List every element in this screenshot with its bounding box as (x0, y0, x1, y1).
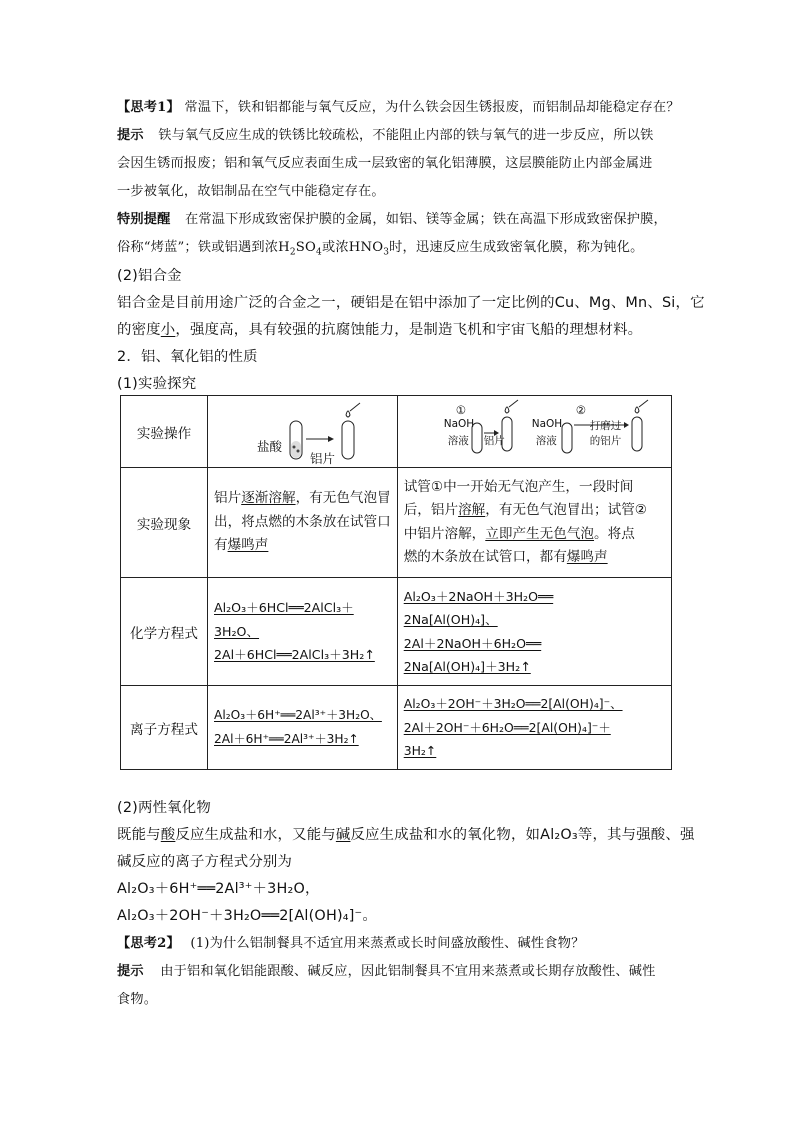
amph-line-2: 碱反应的离子方程式分别为 (117, 854, 293, 870)
table-row-phenomenon (121, 468, 672, 578)
ion-right-1: 2Al＋2OH⁻＋6H₂O══2[Al(OH)₄]⁻＋ (403, 719, 611, 735)
think1-question: 常温下，铁和铝都能与氧气反应，为什么铁会因生锈报废，而铝制品却能稳定存在？ (184, 100, 680, 115)
think1-answer-line-1 (117, 124, 654, 143)
tip-label: 特别提醒 (117, 212, 171, 227)
table-row-chemical-equation (121, 578, 672, 686)
phen-right-underline-2: 溶解 (458, 502, 486, 518)
amph-equation-2: Al₂O₃＋2OH⁻＋3H₂O══2[Al(OH)₄]⁻。 (117, 908, 377, 924)
operation-right-cell (397, 396, 671, 468)
alloy-line-1: 铝合金是目前用途广泛的合金之一，硬铝是在铝中添加了一定比例的Cu、Mg、Mn、Si，它 (117, 295, 705, 311)
think2-answer-label: 提示 (117, 964, 144, 979)
ion-left-1: 2Al＋6H⁺══2Al³⁺＋3H₂↑ (214, 731, 359, 746)
phen-left-underline-5: 爆鸣声 (227, 537, 269, 554)
phen-right-underline-8: 爆鸣声 (566, 549, 608, 565)
experiment-table (120, 395, 672, 770)
ion-right-2: 3H₂↑ (403, 743, 437, 759)
tip-line-1 (117, 208, 667, 227)
amph-base-underlined: 碱 (335, 827, 351, 843)
amph-text-1b: 反应生成盐和水，又能与 (175, 827, 336, 843)
operation-left-cell (208, 396, 398, 468)
alloy-density-underlined: 小 (160, 322, 176, 338)
row-header-operation: 实验操作 (121, 396, 208, 468)
think2-answer-line-2: 食物。 (117, 992, 158, 1007)
tip-text-2b: SO (295, 240, 317, 255)
phen-left-text-2: ，有无色气泡冒 (295, 490, 391, 507)
chem-left-1: 3H₂O、 (214, 623, 260, 639)
alloy-text-2a: 的密度 (117, 322, 161, 338)
amph-acid-underlined: 酸 (160, 827, 176, 843)
tip-text-2a: 俗称“烤蓝”；铁或铝遇到浓H (117, 240, 290, 255)
phen-left-underline-1: 逐渐溶解 (241, 490, 296, 507)
chem-left-2: 2Al＋6HCl══2AlCl₃＋3H₂↑ (214, 647, 375, 663)
amph-equation-1: Al₂O₃＋6H⁺══2Al³⁺＋3H₂O， (117, 881, 320, 897)
think1-title: 【思考1】 (117, 100, 180, 115)
section2-heading: 2．铝、氧化铝的性质 (117, 349, 258, 365)
apparatus-hcl (214, 397, 391, 467)
label-solution-2: 溶液 (535, 434, 557, 447)
phenomenon-right-cell (397, 468, 671, 578)
label-circle-2: ② (575, 402, 587, 417)
chem-right-0: Al₂O₃＋2NaOH＋3H₂O══ (403, 588, 554, 604)
amph-text-1a: 既能与 (117, 827, 161, 843)
row-header-chemical-equation: 化学方程式 (121, 578, 208, 686)
label-naoh-1: NaOH (443, 417, 475, 430)
tip-text-1: 在常温下形成致密保护膜的金属，如铝、镁等金属；铁在高温下形成致密保护膜， (184, 212, 667, 227)
think1-question-line (117, 96, 680, 115)
apparatus-naoh (404, 397, 665, 467)
think1-answer-line-2: 会因生锈而报废；铝和氧气反应表面生成一层致密的氧化铝薄膜，这层膜能防止内部金属进 (117, 156, 653, 171)
phen-left-text-0: 铝片 (214, 490, 242, 507)
phenomenon-left-cell (208, 468, 398, 578)
row-header-phenomenon: 实验现象 (121, 468, 208, 578)
alloy-heading: (2)铝合金 (117, 268, 182, 284)
tip-line-2: 俗称“烤蓝”；铁或铝遇到浓$H_2SO_4$或浓$HNO_3$时，迅速反应生成致密氧化膜，称为钝化。 (117, 240, 644, 258)
think2-title: 【思考2】 (117, 936, 180, 951)
think1-answer-line-3: 一步被氧化，故铝制品在空气中能稳定存在。 (117, 184, 385, 199)
chem-right-cell (397, 578, 671, 686)
label-hcl: 盐酸 (257, 438, 283, 454)
chem-right-2: 2Al＋2NaOH＋6H₂O══ (403, 635, 542, 651)
test-tube-pair-diagram-icon (464, 399, 664, 465)
amph-heading: (2)两性氧化物 (117, 800, 211, 816)
tip-text-2c: 或浓HNO (321, 240, 384, 255)
label-naoh-2: NaOH (531, 417, 563, 430)
phen-right-text-0: 试管①中一开始无气泡产生，一段时间 (403, 478, 634, 495)
table-row-operation (121, 396, 672, 468)
label-polished: 打磨过 (589, 419, 622, 432)
ion-right-0: Al₂O₃＋2OH⁻＋3H₂O══2[Al(OH)₄]⁻、 (403, 696, 623, 712)
phen-left-text-3: 出，将点燃的木条放在试管口 (214, 513, 391, 530)
think1-answer-label: 提示 (117, 128, 144, 143)
think2-answer-line-1 (117, 960, 656, 979)
alloy-line-2 (117, 318, 642, 339)
ion-left-cell (208, 686, 398, 770)
chem-right-1: 2Na[Al(OH)₄]、 (403, 612, 498, 627)
think1-answer-1: 铁与氧气反应生成的铁锈比较疏松，不能阻止内部的铁与氧气的进一步反应，所以铁 (158, 128, 654, 143)
test-tube-diagram-icon (284, 401, 364, 467)
chem-right-3: 2Na[Al(OH)₄]＋3H₂↑ (403, 659, 531, 674)
phen-right-text-7: 燃的木条放在试管口，都有 (403, 549, 567, 565)
phen-right-text-3: ，有无色气泡冒出；试管② (485, 502, 647, 518)
phen-left-text-4: 有 (214, 537, 228, 554)
row-header-ionic-equation: 离子方程式 (121, 686, 208, 770)
label-solution-1: 溶液 (447, 434, 469, 447)
ion-left-0: Al₂O₃＋6H⁺══2Al³⁺＋3H₂O、 (214, 708, 382, 722)
label-al-sheet: 铝片 (310, 450, 336, 466)
think2-question: (1)为什么铝制餐具不适宜用来蒸煮或长时间盛放酸性、碱性食物？ (190, 936, 585, 951)
chem-left-0: Al₂O₃＋6HCl══2AlCl₃＋ (214, 600, 354, 616)
phen-right-text-6: 。将点 (594, 525, 635, 542)
label-circle-1: ① (455, 402, 467, 417)
phen-right-underline-5: 立即产生无色气泡 (485, 525, 595, 542)
think2-question-line (117, 932, 584, 951)
alloy-text-2b: ，强度高，具有较强的抗腐蚀能力，是制造飞机和宇宙飞船的理想材料。 (175, 322, 643, 338)
section2-subheading: (1)实验探究 (117, 376, 197, 392)
ion-right-cell (397, 686, 671, 770)
phen-right-text-1: 后，铝片 (403, 502, 459, 518)
chem-left-cell (208, 578, 398, 686)
amph-line-1 (117, 823, 695, 844)
label-polished-sheet: 的铝片 (589, 434, 622, 447)
label-al-sheet-1: 铝片 (483, 434, 505, 447)
phen-right-text-4: 中铝片溶解， (403, 525, 486, 542)
tip-text-2d: 时，迅速反应生成致密氧化膜，称为钝化。 (389, 240, 644, 255)
table-row-ionic-equation (121, 686, 672, 770)
think2-answer-1: 由于铝和氧化铝能跟酸、碱反应，因此铝制餐具不宜用来蒸煮或长期存放酸性、碱性 (160, 964, 656, 979)
amph-text-1c: 反应生成盐和水的氧化物，如Al₂O₃等，其与强酸、强 (350, 827, 695, 843)
